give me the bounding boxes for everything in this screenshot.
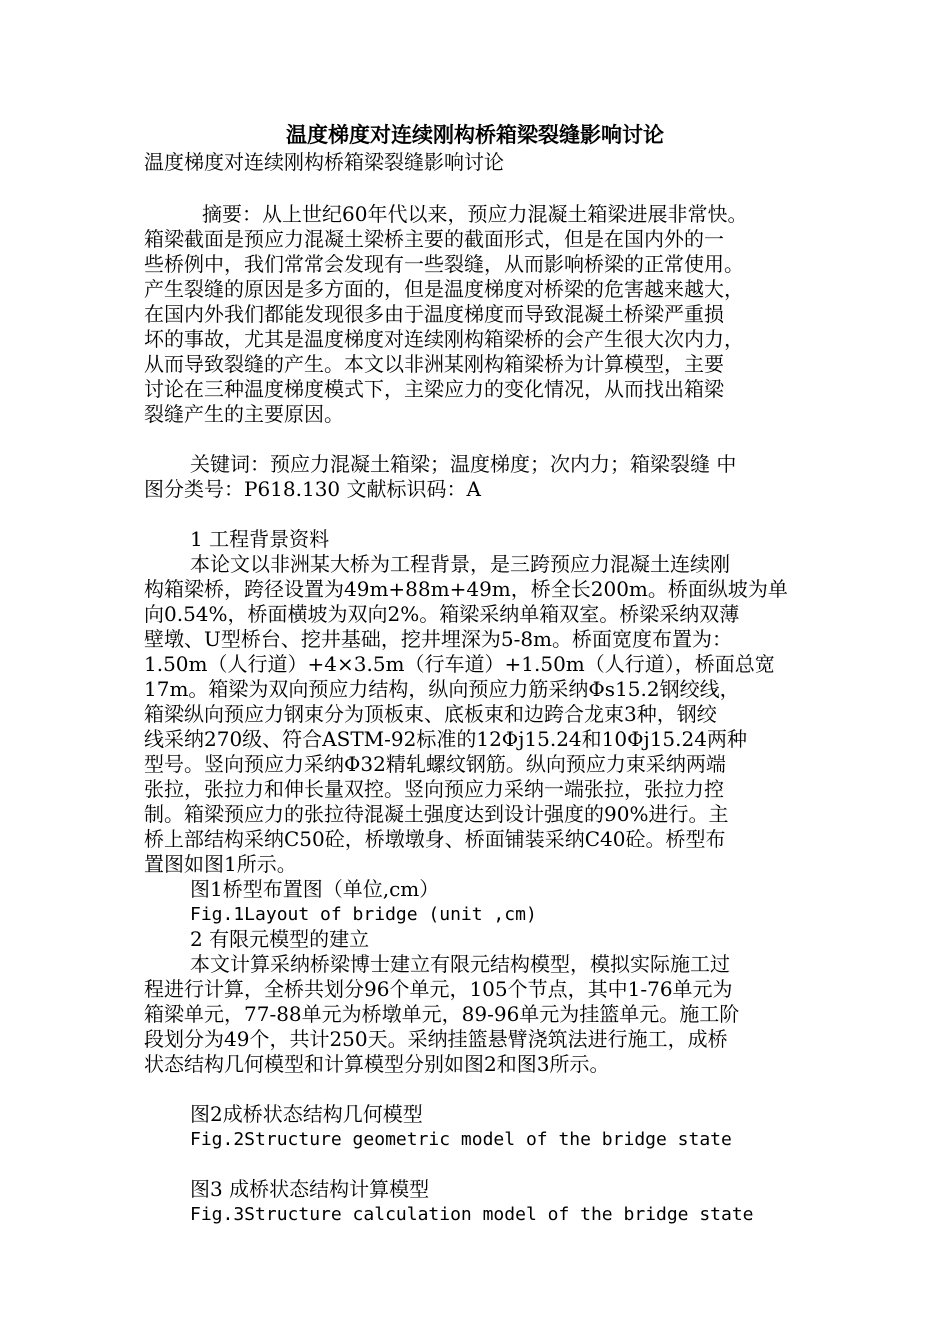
abstract-line: 产生裂缝的原因是多方面的，但是温度梯度对桥梁的危害越来越大，: [144, 277, 744, 301]
body-line: 构箱梁桥，跨径设置为49m+88m+49m，桥全长200m。桥面纵坡为单: [144, 577, 788, 601]
figure-caption-english: Fig.1Layout of bridge (unit ,cm): [190, 904, 537, 925]
abstract-line: 裂缝产生的主要原因。: [144, 402, 344, 426]
figure-caption: 图1桥型布置图（单位,cm）: [190, 877, 440, 901]
figure-caption-english: Fig.2Structure geometric model of the bridge state: [190, 1129, 732, 1150]
abstract-line: 箱梁截面是预应力混凝土梁桥主要的截面形式，但是在国内外的一: [144, 227, 724, 251]
body-line: 箱梁单元，77-88单元为桥墩单元，89-96单元为挂篮单元。施工阶: [144, 1002, 740, 1026]
figure-caption-english: Fig.3Structure calculation model of the bridge state: [190, 1204, 754, 1225]
body-line: 张拉，张拉力和伸长量双控。竖向预应力采纳一端张拉，张拉力控: [144, 777, 724, 801]
body-line: 1.50m（人行道）+4×3.5m（行车道）+1.50m（人行道），桥面总宽: [144, 652, 775, 676]
abstract-line: 摘要：从上世纪60年代以来，预应力混凝土箱梁进展非常快。: [202, 202, 748, 226]
figure-caption: 图2成桥状态结构几何模型: [190, 1102, 423, 1126]
body-line: 状态结构几何模型和计算模型分别如图2和图3所示。: [144, 1052, 610, 1076]
abstract-line: 坏的事故，尤其是温度梯度对连续刚构箱梁桥的会产生很大次内力，: [144, 327, 744, 351]
abstract-line: 从而导致裂缝的产生。本文以非洲某刚构箱梁桥为计算模型，主要: [144, 352, 724, 376]
body-line: 本文计算采纳桥梁博士建立有限元结构模型，模拟实际施工过: [190, 952, 730, 976]
body-line: 程进行计算，全桥共划分96个单元，105个节点，其中1-76单元为: [144, 977, 733, 1001]
body-line: 线采纳270级、符合ASTM-92标准的12Φj15.24和10Φj15.24两种: [144, 727, 747, 751]
section-heading: 2 有限元模型的建立: [190, 927, 370, 951]
abstract-line: 些桥例中，我们常常会发现有一些裂缝，从而影响桥梁的正常使用。: [144, 252, 744, 276]
body-line: 本论文以非洲某大桥为工程背景，是三跨预应力混凝土连续刚: [190, 552, 730, 576]
body-line: 置图如图1所示。: [144, 852, 297, 876]
body-line: 17m。箱梁为双向预应力结构，纵向预应力筋采纳Φs15.2钢绞线，: [144, 677, 740, 701]
abstract-line: 在国内外我们都能发现很多由于温度梯度而导致混凝土桥梁严重损: [144, 302, 724, 326]
abstract-line: 讨论在三种温度梯度模式下，主梁应力的变化情况，从而找出箱梁: [144, 377, 724, 401]
body-line: 壁墩、U型桥台、挖井基础，挖井埋深为5-8m。桥面宽度布置为：: [144, 627, 733, 651]
body-line: 向0.54%，桥面横坡为双向2%。箱梁采纳单箱双室。桥梁采纳双薄: [144, 602, 740, 626]
figure-caption: 图3 成桥状态结构计算模型: [190, 1177, 430, 1201]
section-heading: 1 工程背景资料: [190, 527, 330, 551]
keywords-line: 关键词：预应力混凝土箱梁；温度梯度；次内力；箱梁裂缝 中: [190, 452, 737, 476]
body-line: 制。箱梁预应力的张拉待混凝土强度达到设计强度的90%进行。主: [144, 802, 729, 826]
body-line: 桥上部结构采纳C50砼，桥墩墩身、桥面铺装采纳C40砼。桥型布: [144, 827, 726, 851]
keywords-line: 图分类号：P618.130 文献标识码：A: [144, 477, 481, 501]
document-subtitle: 温度梯度对连续刚构桥箱梁裂缝影响讨论: [144, 150, 504, 174]
body-line: 箱梁纵向预应力钢束分为顶板束、底板束和边跨合龙束3种，钢绞: [144, 702, 717, 726]
document-title: 温度梯度对连续刚构桥箱梁裂缝影响讨论: [286, 122, 664, 147]
body-line: 段划分为49个，共计250天。采纳挂篮悬臂浇筑法进行施工，成桥: [144, 1027, 728, 1051]
body-line: 型号。竖向预应力采纳Φ32精轧螺纹钢筋。纵向预应力束采纳两端: [144, 752, 726, 776]
